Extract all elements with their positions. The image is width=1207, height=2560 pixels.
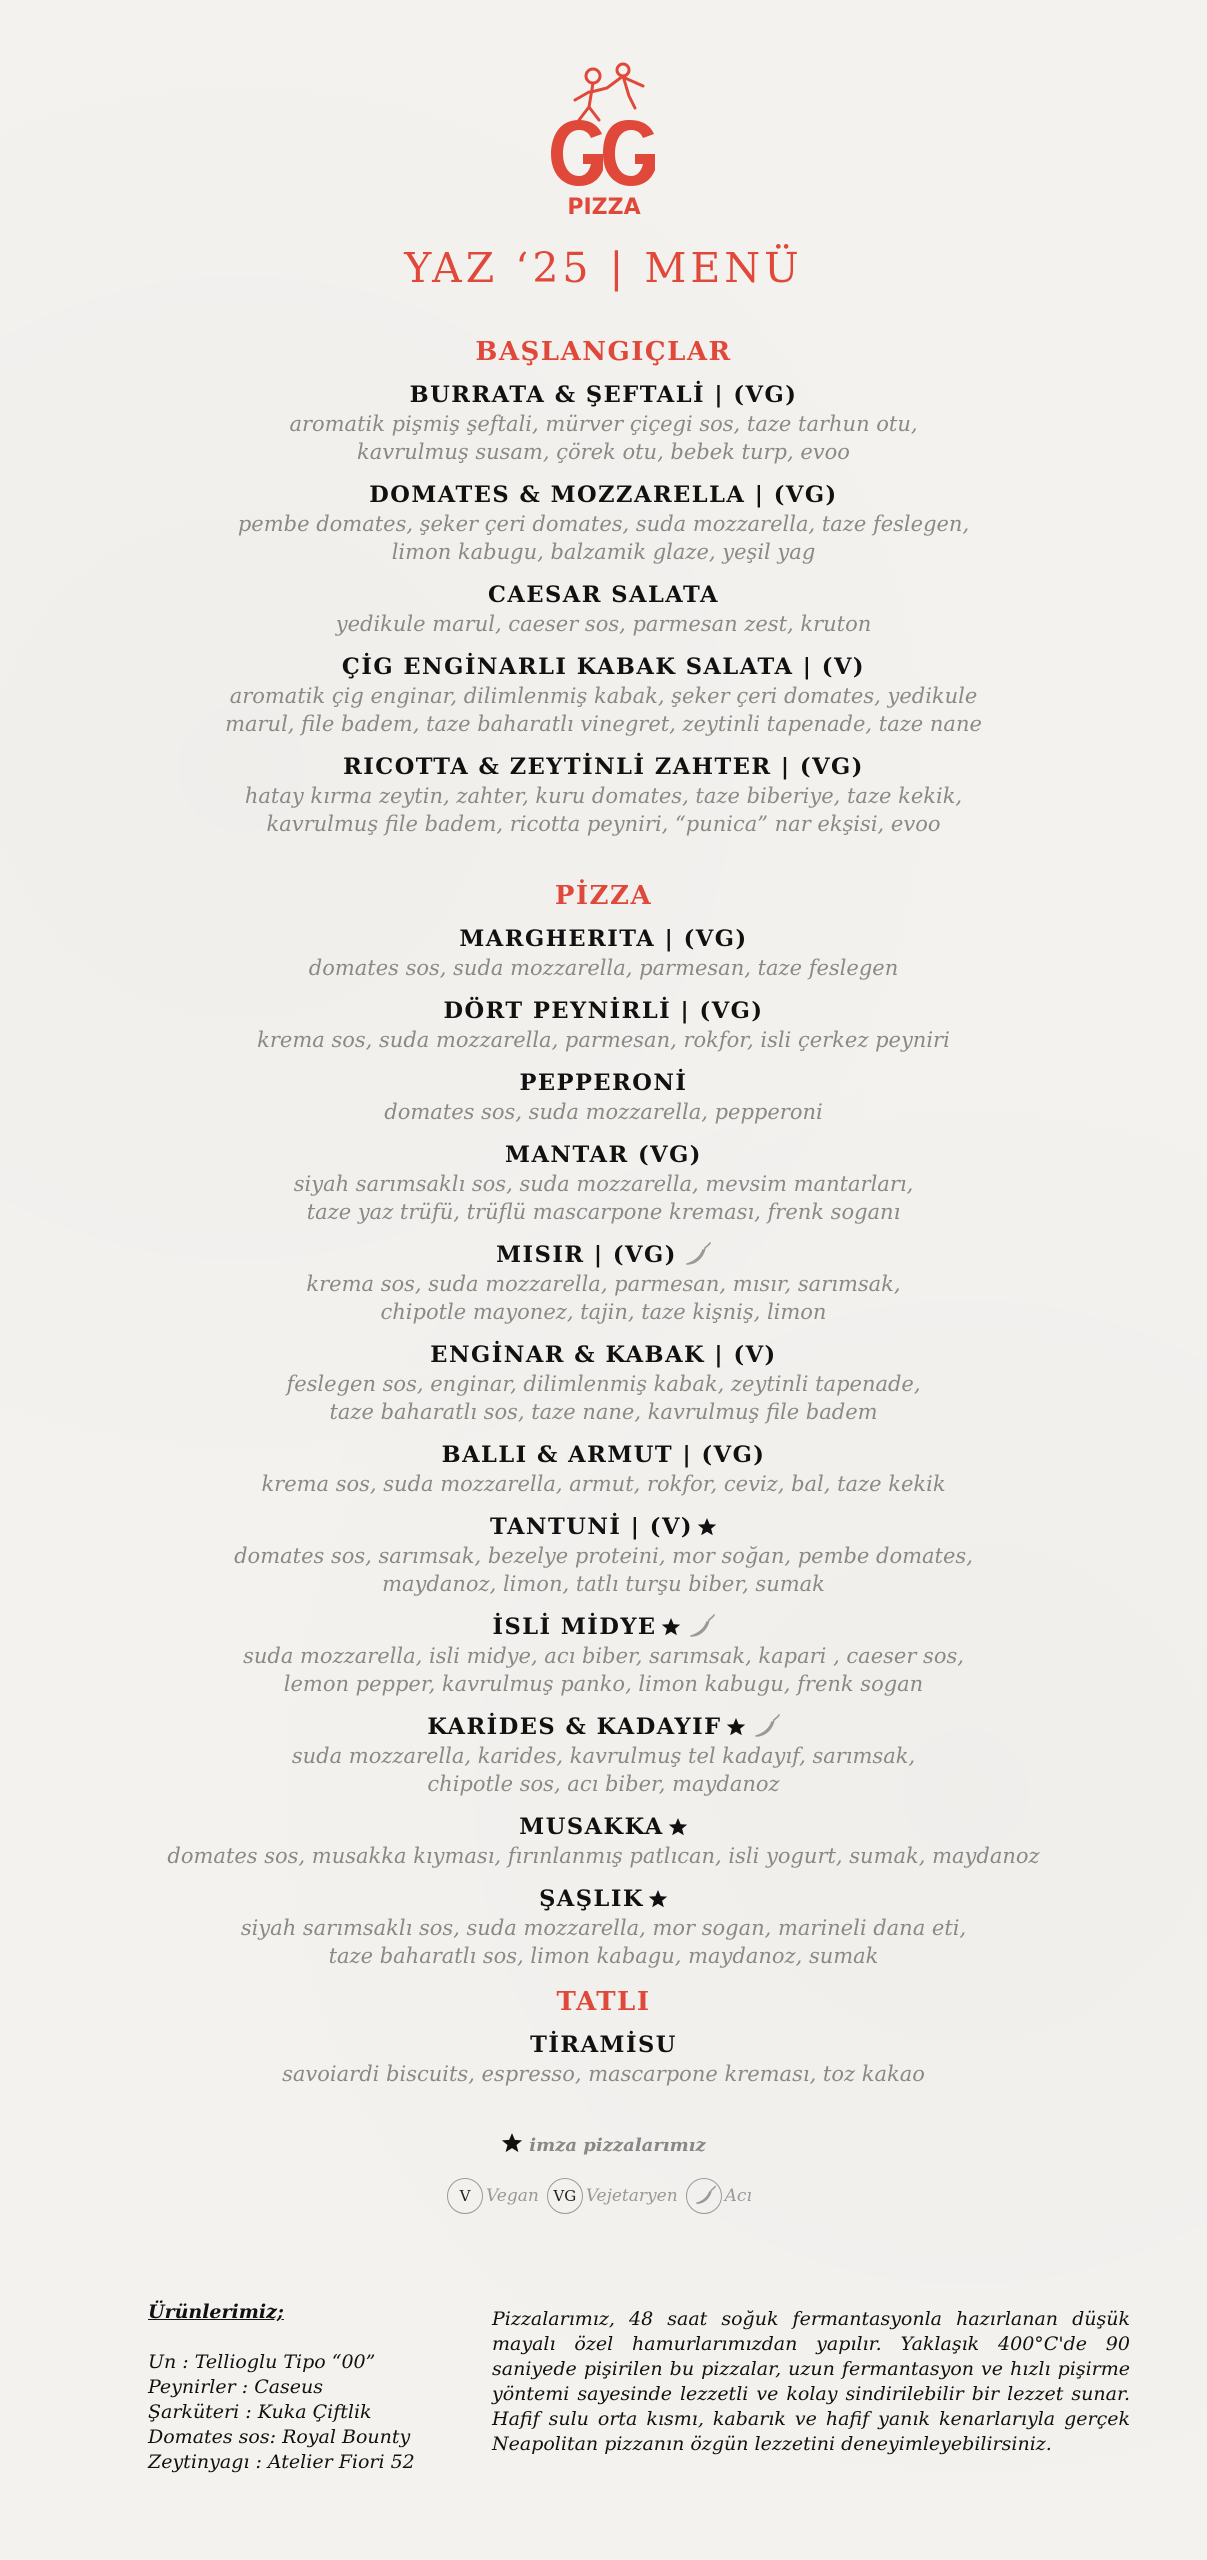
star-icon: [501, 2132, 523, 2154]
item-name-row: [496, 1240, 711, 1270]
menu-item: [0, 996, 1207, 1054]
product-line: Domates sos: Royal Bounty: [148, 2426, 411, 2448]
item-name: ÇİG ENGİNARLI KABAK SALATA | (V): [341, 654, 866, 680]
item-name: KARİDES & KADAYIF: [427, 1714, 722, 1740]
item-name: CAESAR SALATA: [488, 582, 719, 608]
star-icon: [648, 1889, 668, 1909]
item-description: aromatik pişmiş şeftali, mürver çiçegi sos, taze tarhun otu, kavrulmuş susam, çörek otu, bebek turp, evoo: [289, 412, 918, 464]
item-description: savoiardi biscuits, espresso, mascarpone kreması, toz kakao: [282, 2062, 925, 2086]
menu-item: [0, 1512, 1207, 1598]
menu-title: YAZ ‘25 | MENÜ: [404, 244, 803, 292]
section-pizza: [0, 878, 1207, 1984]
products-title: Ürünlerimiz;: [148, 2301, 284, 2323]
item-description: krema sos, suda mozzarella, parmesan, rokfor, isli çerkez peyniri: [257, 1028, 950, 1052]
menu-item: [0, 924, 1207, 982]
star-icon: [668, 1817, 688, 1837]
item-description: suda mozzarella, karides, kavrulmuş tel kadayıf, sarımsak, chipotle sos, acı biber, maydanoz: [291, 1744, 916, 1796]
menu-item: [0, 480, 1207, 566]
item-name: MISIR | (VG): [496, 1242, 677, 1268]
menu-item: [0, 1812, 1207, 1870]
item-description: domates sos, suda mozzarella, pepperoni: [384, 1100, 823, 1124]
menu-item: [0, 1240, 1207, 1326]
item-description: siyah sarımsaklı sos, suda mozzarella, mevsim mantarları, taze yaz trüfü, trüflü mascarpone kreması, frenk soganı: [293, 1172, 914, 1224]
item-name-row: [490, 1512, 717, 1542]
item-name: MANTAR (VG): [505, 1142, 702, 1168]
signature-note: [0, 2132, 1207, 2156]
menu-item: [0, 1612, 1207, 1698]
item-name-row: [427, 1712, 779, 1742]
item-description: krema sos, suda mozzarella, armut, rokfor, ceviz, bal, taze kekik: [261, 1472, 946, 1496]
item-description: domates sos, suda mozzarella, parmesan, taze feslegen: [308, 956, 899, 980]
menu-item: [0, 1884, 1207, 1970]
item-name: DÖRT PEYNİRLİ | (VG): [443, 998, 764, 1024]
item-description: aromatik çig enginar, dilimlenmiş kabak, şeker çeri domates, yedikule marul, file badem, taze baharatlı vinegret, zeytinli tapenade, taze nane: [225, 684, 982, 736]
item-name-row: [519, 1812, 687, 1842]
vegetarian-badge: VG: [547, 2178, 583, 2214]
item-description: domates sos, musakka kıyması, fırınlanmış patlıcan, isli yogurt, sumak, maydanoz: [167, 1844, 1040, 1868]
legend-label: Vejetaryen: [585, 2186, 678, 2206]
menu-item: [0, 1440, 1207, 1498]
item-name: TANTUNİ | (V): [489, 1514, 694, 1540]
item-description: siyah sarımsaklı sos, suda mozzarella, mor sogan, marineli dana eti, taze baharatlı sos, limon kabagu, maydanoz, sumak: [240, 1916, 967, 1968]
menu-item: [0, 752, 1207, 838]
section-dessert: [0, 1984, 1207, 2102]
item-name: ŞAŞLIK: [539, 1886, 644, 1912]
product-line: Şarküteri : Kuka Çiftlik: [148, 2401, 372, 2423]
chili-pepper-icon: [685, 1614, 715, 1640]
item-name: DOMATES & MOZZARELLA | (VG): [369, 482, 838, 508]
item-description: domates sos, sarımsak, bezelye proteini, mor soğan, pembe domates, maydanoz, limon, tatlı turşu biber, sumak: [234, 1544, 973, 1596]
item-name: İSLİ MİDYE: [492, 1614, 657, 1640]
about-paragraph: Pizzalarımız, 48 saat soğuk fermantasyonla hazırlanan düşük mayalı özel hamurlarımızdan yapılır. Yaklaşık 400°C'de 90 saniyede pişirilen bu pizzalar, uzun fermantasyon ve hızlı pişirme yöntemi sayesinde lezzetli ve kolay sindirilebilir bir lezzet sunar. Hafif sulu orta kısmı, kabarık ve hafif yanık kenarlarıyla gerçek Neapolitan pizzanın özgün lezzetini deneyimleyebilirsiniz.: [492, 2308, 1130, 2455]
logo-word: PIZZA: [567, 195, 641, 220]
star-icon: [661, 1617, 681, 1637]
star-icon: [697, 1517, 717, 1537]
menu-item: [0, 2030, 1207, 2088]
item-name-row: [539, 1884, 668, 1914]
menu-item: [0, 1140, 1207, 1226]
menu-item: [0, 652, 1207, 738]
chili-pepper-icon: [692, 2184, 716, 2208]
item-description: yedikule marul, caeser sos, parmesan zest, kruton: [335, 612, 872, 636]
product-line: Un : Tellioglu Tipo “00”: [148, 2351, 376, 2373]
menu-item: [0, 1712, 1207, 1798]
item-name: ENGİNAR & KABAK | (V): [430, 1342, 777, 1368]
item-description: suda mozzarella, isli midye, acı biber, sarımsak, kapari , caeser sos, lemon pepper, kavrulmuş panko, limon kabugu, frenk sogan: [243, 1644, 964, 1696]
legend-vegetarian: [547, 2178, 678, 2214]
diet-legend: [0, 2178, 1207, 2214]
item-name: MARGHERITA | (VG): [459, 926, 748, 952]
item-name: BALLI & ARMUT | (VG): [441, 1442, 766, 1468]
logo-letters: [551, 120, 655, 186]
item-description: krema sos, suda mozzarella, parmesan, mısır, sarımsak, chipotle mayonez, tajin, taze kişniş, limon: [306, 1272, 901, 1324]
legend-vegan: [447, 2178, 539, 2214]
item-name-row: [492, 1612, 714, 1642]
legend-spicy: [686, 2178, 752, 2214]
vegan-badge: V: [447, 2178, 483, 2214]
menu-item: [0, 580, 1207, 638]
item-description: hatay kırma zeytin, zahter, kuru domates, taze biberiye, taze kekik, kavrulmuş file badem, ricotta peyniri, “punica” nar ekşisi, evoo: [244, 784, 963, 836]
section-title-dessert: TATLI: [556, 1987, 651, 2017]
item-description: feslegen sos, enginar, dilimlenmiş kabak, zeytinli tapenade, taze baharatlı sos, taze nane, kavrulmuş file badem: [286, 1372, 921, 1424]
item-name: PEPPERONİ: [519, 1070, 688, 1096]
legend-label: Acı: [724, 2186, 752, 2206]
section-title-starters: BAŞLANGIÇLAR: [475, 337, 732, 367]
star-icon: [726, 1717, 746, 1737]
item-name: TİRAMİSU: [530, 2032, 677, 2058]
brand-logo: [545, 62, 663, 220]
item-description: pembe domates, şeker çeri domates, suda mozzarella, taze feslegen, limon kabugu, balzamik glaze, yeşil yag: [237, 512, 970, 564]
item-name: RICOTTA & ZEYTİNLİ ZAHTER | (VG): [343, 754, 864, 780]
products-list: [148, 2300, 488, 2475]
product-line: Peynirler : Caseus: [148, 2376, 324, 2398]
section-title-pizza: PİZZA: [554, 881, 653, 911]
spicy-badge: [686, 2178, 722, 2214]
item-name: BURRATA & ŞEFTALİ | (VG): [409, 382, 798, 408]
legend-label: Vegan: [486, 2186, 539, 2206]
item-name: MUSAKKA: [519, 1814, 664, 1840]
menu-item: [0, 1340, 1207, 1426]
signature-label: imza pizzalarımız: [529, 2135, 706, 2156]
chili-pepper-icon: [681, 1242, 711, 1268]
chili-pepper-icon: [750, 1714, 780, 1740]
product-line: Zeytinyagı : Atelier Fiori 52: [148, 2451, 415, 2473]
menu-item: [0, 1068, 1207, 1126]
menu-item: [0, 380, 1207, 466]
section-starters: [0, 334, 1207, 852]
